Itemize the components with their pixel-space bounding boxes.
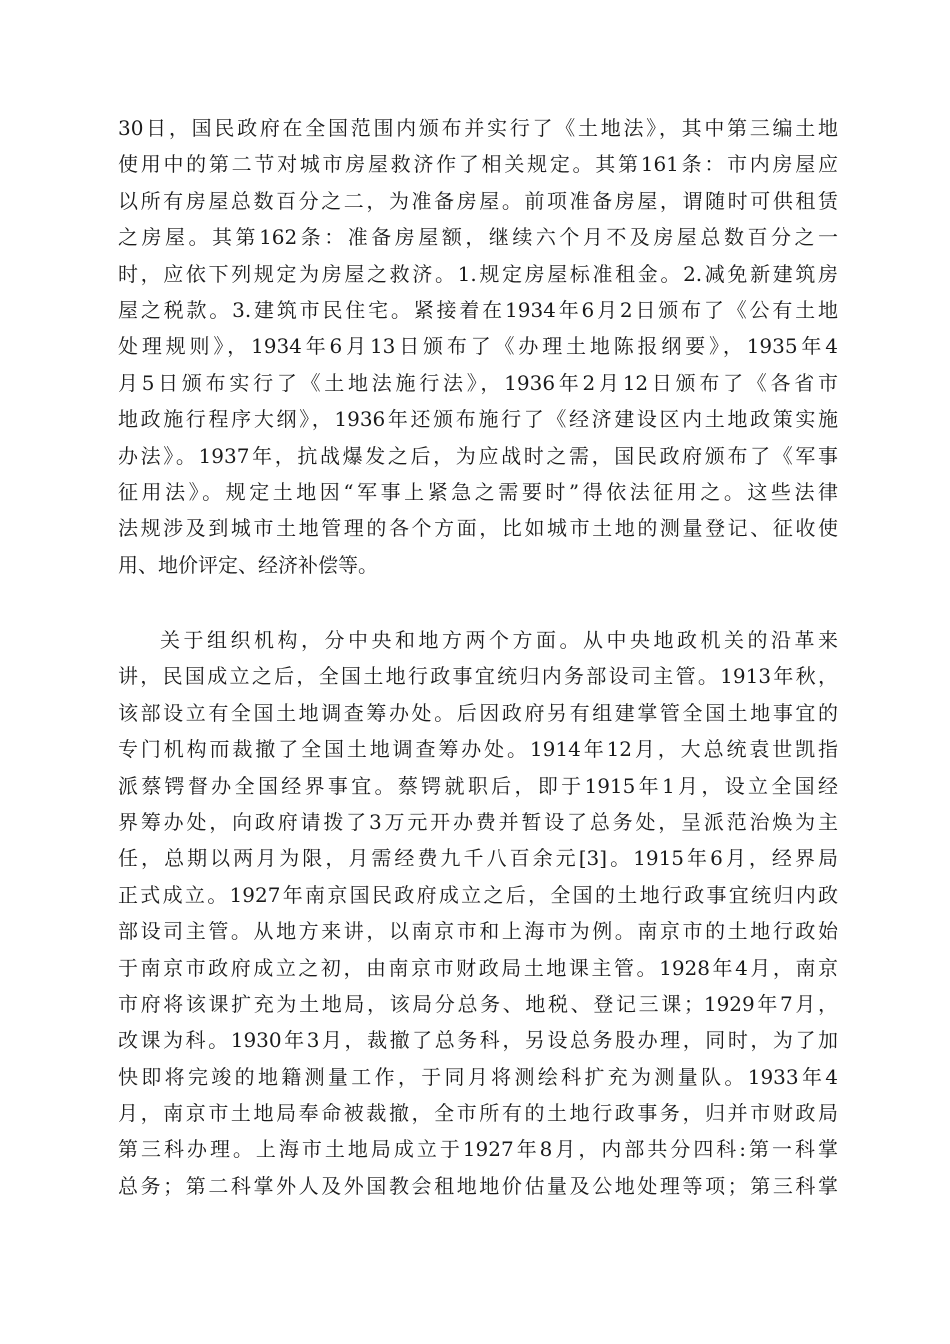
text-line: 界筹办处，向政府请拨了3万元开办费并暂设了总务处，呈派范治焕为主 xyxy=(118,809,838,834)
text-line: 专门机构而裁撤了全国土地调查筹办处。1914年12月，大总统袁世凯指 xyxy=(118,737,838,762)
text-line: 讲，民国成立之后，全国土地行政事宜统归内务部设司主管。1913年秋， xyxy=(118,664,838,689)
text-line: 以所有房屋总数百分之二，为准备房屋。前项准备房屋，谓随时可供租赁 xyxy=(118,188,838,213)
text-line: 总务；第二科掌外人及外国教会租地地价估量及公地处理等项；第三科掌 xyxy=(118,1173,838,1198)
paragraph-organization xyxy=(118,622,838,1204)
text-line: 关于组织机构，分中央和地方两个方面。从中央地政机关的沿革来 xyxy=(160,628,838,652)
paragraph-land-law xyxy=(118,110,838,583)
text-line: 于南京市政府成立之初，由南京市财政局土地课主管。1928年4月，南京 xyxy=(118,955,838,980)
text-line: 办法》。1937年，抗战爆发之后，为应战时之需，国民政府颁布了《军事 xyxy=(118,443,838,468)
text-line: 部设司主管。从地方来讲，以南京市和上海市为例。南京市的土地行政始 xyxy=(118,919,838,944)
text-line: 快即将完竣的地籍测量工作，于同月将测绘科扩充为测量队。1933年4 xyxy=(118,1064,838,1089)
text-line: 改课为科。1930年3月，裁撤了总务科，另设总务股办理，同时，为了加 xyxy=(118,1028,838,1053)
text-line: 市府将该课扩充为土地局，该局分总务、地税、登记三课；1929年7月， xyxy=(118,991,838,1016)
text-line: 使用中的第二节对城市房屋救济作了相关规定。其第161条：市内房屋应 xyxy=(118,152,838,177)
text-line: 30日，国民政府在全国范围内颁布并实行了《土地法》，其中第三编土地 xyxy=(118,116,838,140)
text-line: 第三科办理。上海市土地局成立于1927年8月，内部共分四科:第一科掌 xyxy=(118,1137,838,1162)
text-line: 法规涉及到城市土地管理的各个方面，比如城市土地的测量登记、征收使 xyxy=(118,516,838,541)
text-line: 地政施行程序大纲》，1936年还颁布施行了《经济建设区内土地政策实施 xyxy=(118,407,838,432)
text-line: 征用法》。规定土地因“军事上紧急之需要时”得依法征用之。这些法律 xyxy=(118,479,838,504)
text-line: 正式成立。1927年南京国民政府成立之后，全国的土地行政事宜统归内政 xyxy=(118,882,838,907)
text-line: 月，南京市土地局奉命被裁撤，全市所有的土地行政事务，归并市财政局 xyxy=(118,1101,838,1126)
text-line: 屋之税款。3.建筑市民住宅。紧接着在1934年6月2日颁布了《公有土地 xyxy=(118,297,838,322)
text-line: 之房屋。其第162条：准备房屋额，继续六个月不及房屋总数百分之一 xyxy=(118,225,838,250)
text-line: 派蔡锷督办全国经界事宜。蔡锷就职后，即于1915年1月，设立全国经 xyxy=(118,773,838,798)
text-line: 任，总期以两月为限，月需经费九千八百余元[3]。1915年6月，经界局 xyxy=(118,846,838,871)
text-line: 月5日颁布实行了《土地法施行法》，1936年2月12日颁布了《各省市 xyxy=(118,370,838,395)
text-line: 处理规则》，1934年6月13日颁布了《办理土地陈报纲要》，1935年4 xyxy=(118,334,838,359)
text-line: 时，应依下列规定为房屋之救济。1.规定房屋标准租金。2.减免新建筑房 xyxy=(118,261,838,286)
text-line: 用、地价评定、经济补偿等。 xyxy=(118,552,378,577)
text-line: 该部设立有全国土地调查筹办处。后因政府另有组建掌管全国土地事宜的 xyxy=(118,700,838,725)
